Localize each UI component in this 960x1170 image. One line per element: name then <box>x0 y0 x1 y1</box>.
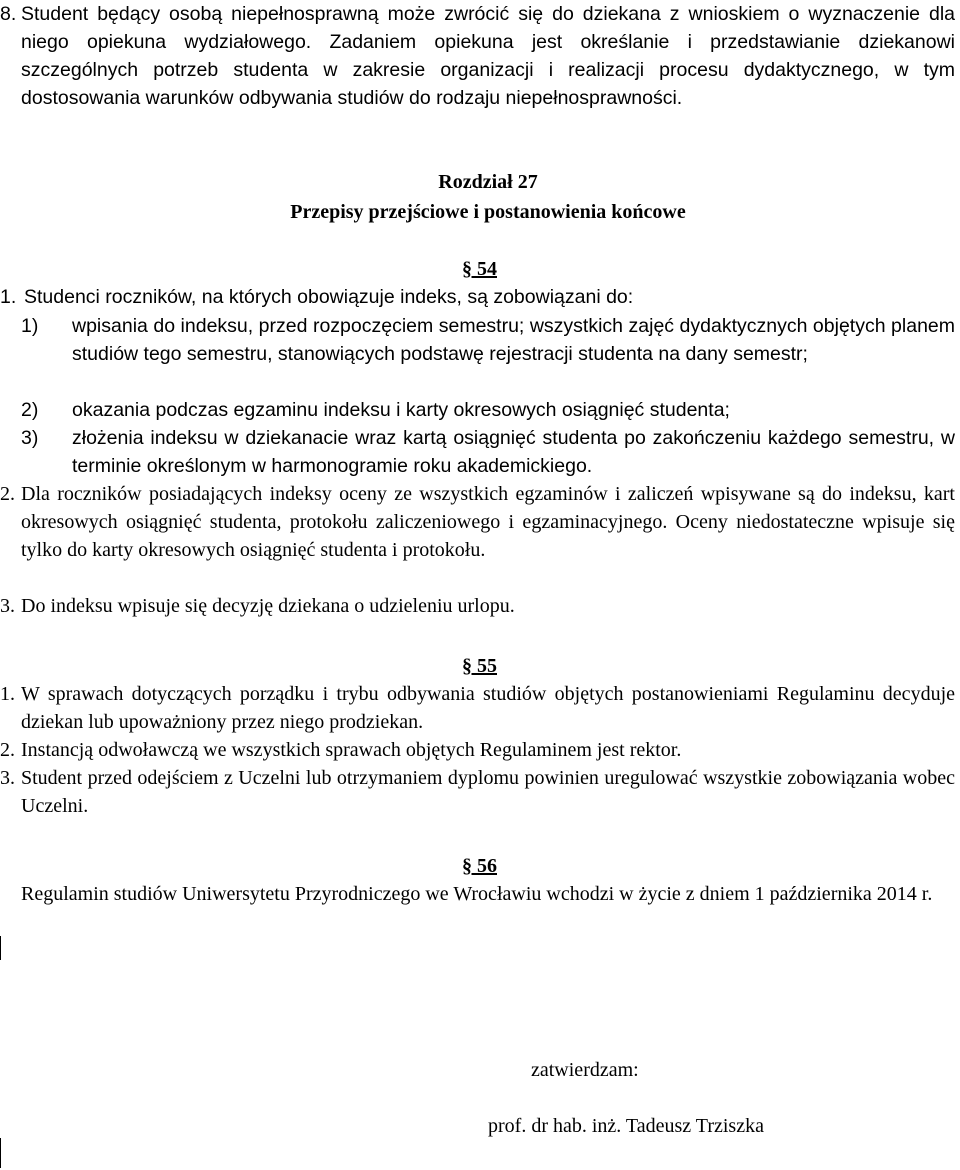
chapter-subtitle: Przepisy przejściowe i postanowienia końcowe <box>290 201 686 223</box>
p54-item-1 <box>0 283 955 311</box>
approval-label: zatwierdzam: <box>531 1059 639 1081</box>
section-8-text: Student będący osobą niepełnosprawną może zwrócić się do dziekana z wnioskiem o wyznaczenie dla niego opiekuna wydziałowego. Zadaniem opiekuna jest określanie i przedstawianie dziekanowi szczególnych potrzeb studenta w zakresie organizacji i realizacji procesu dydaktycznego, w tym dostosowania warunków odbywania studiów do rodzaju niepełnosprawności. <box>21 3 955 109</box>
margin-change-bar <box>0 1138 1 1168</box>
p54-item-1-number: 1. <box>0 286 17 308</box>
paragraph-54-label: § 54 <box>462 258 497 280</box>
chapter-title: Rozdział 27 <box>438 171 538 193</box>
p55-item-3-number: 3. <box>0 767 15 789</box>
p55-item-1 <box>0 680 955 736</box>
p54-subitem-1-number: 1) <box>21 315 39 337</box>
p55-item-3 <box>0 764 955 820</box>
p54-subitem-1 <box>21 312 955 368</box>
p55-item-2-text: Instancją odwoławczą we wszystkich sprawach objętych Regulaminem jest rektor. <box>21 739 682 761</box>
p54-subitem-3-number: 3) <box>21 427 39 449</box>
p54-item-1-text: Studenci roczników, na których obowiązuje indeks, są zobowiązani do: <box>24 286 634 308</box>
p54-subitem-2-text: okazania podczas egzaminu indeksu i karty okresowych osiągnięć studenta; <box>72 399 730 421</box>
paragraph-55-label: § 55 <box>462 655 497 677</box>
section-8-number: 8. <box>0 3 17 25</box>
p55-item-2-number: 2. <box>0 739 15 761</box>
p54-subitem-1-text: wpisania do indeksu, przed rozpoczęciem semestru; wszystkich zajęć dydaktycznych objętych planem studiów tego semestru, stanowiących podstawę rejestracji studenta na dany semestr; <box>72 315 955 365</box>
p55-item-1-number: 1. <box>0 683 15 705</box>
p54-subitem-3-text: złożenia indeksu w dziekanacie wraz kartą osiągnięć studenta po zakończeniu każdego semestru, w terminie określonym w harmonogramie roku akademickiego. <box>72 427 955 477</box>
p54-item-3-number: 3. <box>0 595 15 617</box>
p54-item-3 <box>0 592 955 620</box>
p56-text: Regulamin studiów Uniwersytetu Przyrodniczego we Wrocławiu wchodzi w życie z dniem 1 października 2014 r. <box>21 883 933 905</box>
p54-subitem-2-number: 2) <box>21 399 39 421</box>
margin-change-bar <box>0 936 1 960</box>
p55-item-3-text: Student przed odejściem z Uczelni lub otrzymaniem dyplomu powinien uregulować wszystkie zobowiązania wobec Uczelni. <box>21 767 955 817</box>
section-8 <box>0 0 955 112</box>
p54-item-2-text: Dla roczników posiadających indeksy oceny ze wszystkich egzaminów i zaliczeń wpisywane są do indeksu, kart okresowych osiągnięć studenta, protokołu zaliczeniowego i egzaminacyjnego. Oceny niedostateczne wpisuje się tylko do karty okresowych osiągnięć studenta i protokołu. <box>21 483 955 561</box>
p55-item-1-text: W sprawach dotyczących porządku i trybu odbywania studiów objętych postanowieniami Regulaminu decyduje dziekan lub upoważniony przez niego prodziekan. <box>21 683 955 733</box>
p54-item-2 <box>0 480 955 564</box>
p54-item-3-text: Do indeksu wpisuje się decyzję dziekana o udzieleniu urlopu. <box>21 595 515 617</box>
p54-subitem-3 <box>21 424 955 480</box>
p55-item-2 <box>0 736 955 764</box>
p54-subitem-2 <box>21 396 955 424</box>
p54-item-2-number: 2. <box>0 483 15 505</box>
paragraph-56-label: § 56 <box>462 855 497 877</box>
signatory-name: prof. dr hab. inż. Tadeusz Trziszka <box>488 1115 764 1137</box>
